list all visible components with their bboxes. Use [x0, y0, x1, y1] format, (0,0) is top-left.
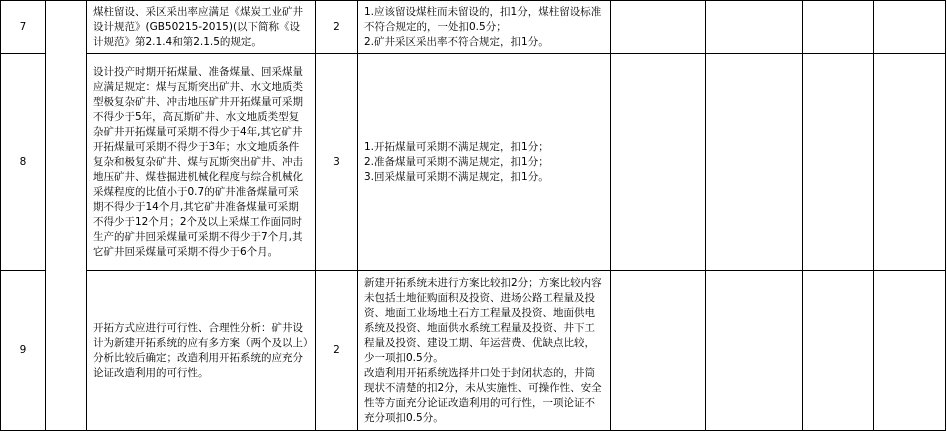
- blank-cell: [874, 271, 946, 431]
- requirement-cell: 煤柱留设、采区采出率应满足《煤炭工业矿井设计规范》(GB50215-2015)(以下简称《设计规范》第2.1.4和第2.1.5的规定。: [87, 1, 316, 54]
- score-cell: 2: [316, 271, 358, 431]
- criteria-item: 新建开拓系统未进行方案比较扣2分；方案比较内容未包括土地征购面积及投资、进场公路工程量及投资、地面工业场地土石方工程量及投资、地面供电系统及投资、地面供水系统工程量及投资、井下工程量及投资、建设工期、年运营费、优缺点比较，少一项扣0.5分。: [364, 276, 602, 364]
- blank-cell: [611, 1, 706, 54]
- blank-cell: [803, 1, 874, 54]
- table-row: [1, 54, 946, 271]
- blank-cell: [803, 54, 874, 271]
- criteria-item: 2.准备煤量可采期不满足规定，扣1分；: [364, 155, 549, 168]
- category-cell: [46, 1, 87, 431]
- blank-cell: [874, 1, 946, 54]
- blank-cell: [706, 271, 803, 431]
- criteria-cell: [358, 54, 611, 271]
- blank-cell: [803, 271, 874, 431]
- criteria-item: 1.开拓煤量可采期不满足规定，扣1分；: [364, 140, 549, 153]
- requirement-cell: 开拓方式应进行可行性、合理性分析：矿井设计为新建开拓系统的应有多方案（两个及以上）分析比较后确定；改造利用开拓系统的应充分论证改造利用的可行性。: [87, 271, 316, 431]
- requirement-cell: 设计投产时期开拓煤量、准备煤量、回采煤量应满足规定：煤与瓦斯突出矿井、水文地质类型极复杂矿井、冲击地压矿井开拓煤量可采期不得少于5年，高瓦斯矿井、水文地质类型复杂矿井开拓煤量可采期不得少于4年,其它矿井开拓煤量可采期不得少于3年；水文地质条件复杂和极复杂矿井、煤与瓦斯突出矿井、冲击地压矿井、煤巷掘进机械化程度与综合机械化采煤程度的比值小于0.7的矿井准备煤量可采期不得少于14个月,其它矿井准备煤量可采期不得少于12个月；2个及以上采煤工作面同时生产的矿井回采煤量可采期不得少于7个月,其它矿井回采煤量可采期不得少于6个月。: [87, 54, 316, 271]
- criteria-item: 改造利用开拓系统选择井口处于封闭状态的，井筒现状不清楚的扣2分，未从实施性、可操作性、安全性等方面充分论证改造利用的可行性，一项论证不充分项扣0.5分。: [364, 366, 602, 424]
- score-cell: 2: [316, 1, 358, 54]
- row-number: 9: [1, 271, 46, 431]
- blank-cell: [706, 54, 803, 271]
- row-number: 8: [1, 54, 46, 271]
- criteria-cell: [358, 1, 611, 54]
- blank-cell: [706, 1, 803, 54]
- blank-cell: [611, 271, 706, 431]
- blank-cell: [611, 54, 706, 271]
- score-cell: 3: [316, 54, 358, 271]
- table-row: [1, 271, 946, 431]
- criteria-item: 2.矿井采区采出率不符合规定，扣1分。: [364, 35, 549, 48]
- row-number: 7: [1, 1, 46, 54]
- blank-cell: [874, 54, 946, 271]
- criteria-item: 3.回采煤量可采期不满足规定，扣1分。: [364, 170, 549, 183]
- table-row: [1, 1, 946, 54]
- criteria-cell: [358, 271, 611, 431]
- criteria-item: 1.应该留设煤柱而未留设的，扣1分，煤柱留设标准不符合规定的，一处扣0.5分；: [364, 5, 602, 33]
